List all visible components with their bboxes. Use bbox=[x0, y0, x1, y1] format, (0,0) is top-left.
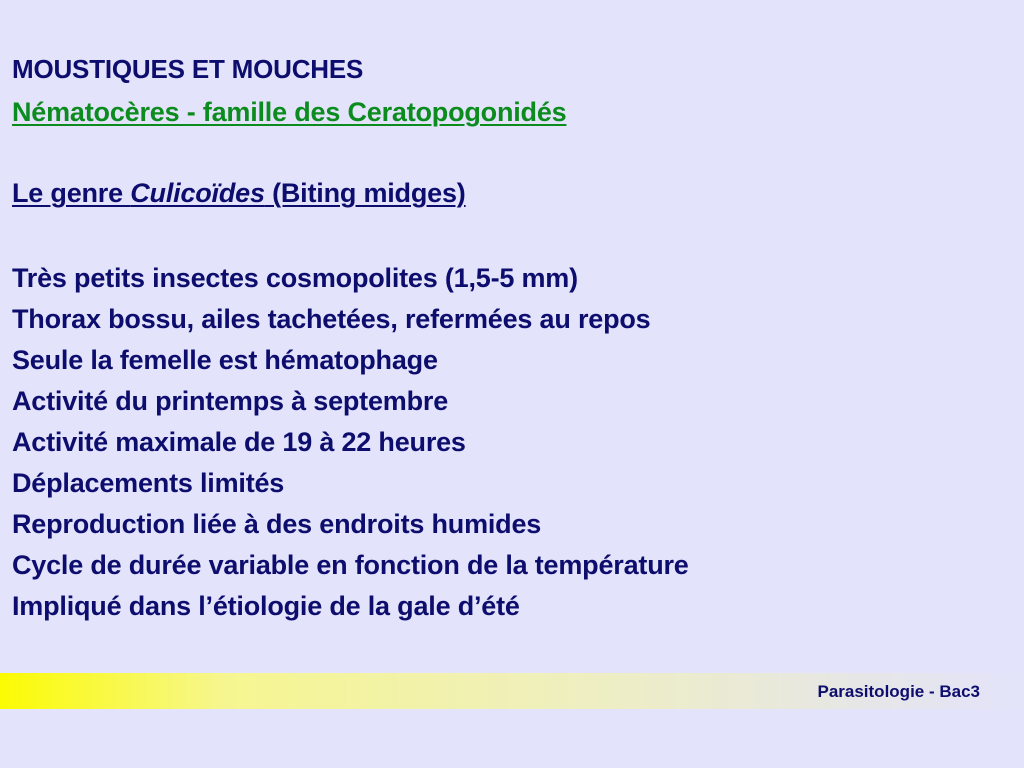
genre-suffix: (Biting midges) bbox=[264, 178, 466, 208]
fact-item: Activité du printemps à septembre bbox=[12, 386, 449, 416]
fact-item: Thorax bossu, ailes tachetées, refermées au repos bbox=[12, 304, 651, 334]
fact-item: Seule la femelle est hématophage bbox=[12, 345, 438, 375]
footer-label: Parasitologie - Bac3 bbox=[817, 682, 980, 701]
slide-title: MOUSTIQUES ET MOUCHES bbox=[12, 54, 364, 84]
fact-item: Déplacements limités bbox=[12, 468, 285, 498]
fact-item: Très petits insectes cosmopolites (1,5-5 mm) bbox=[12, 263, 578, 293]
genre-name: Culicoïdes bbox=[130, 178, 265, 208]
genre-heading bbox=[12, 177, 466, 209]
genre-prefix: Le genre bbox=[12, 178, 131, 208]
fact-item: Activité maximale de 19 à 22 heures bbox=[12, 427, 466, 457]
slide-subtitle: Nématocères - famille des Ceratopogonidés bbox=[12, 97, 567, 127]
fact-item: Reproduction liée à des endroits humides bbox=[12, 509, 542, 539]
fact-item: Cycle de durée variable en fonction de la température bbox=[12, 550, 689, 580]
fact-list bbox=[12, 258, 689, 627]
fact-item: Impliqué dans l’étiologie de la gale d’été bbox=[12, 591, 520, 621]
